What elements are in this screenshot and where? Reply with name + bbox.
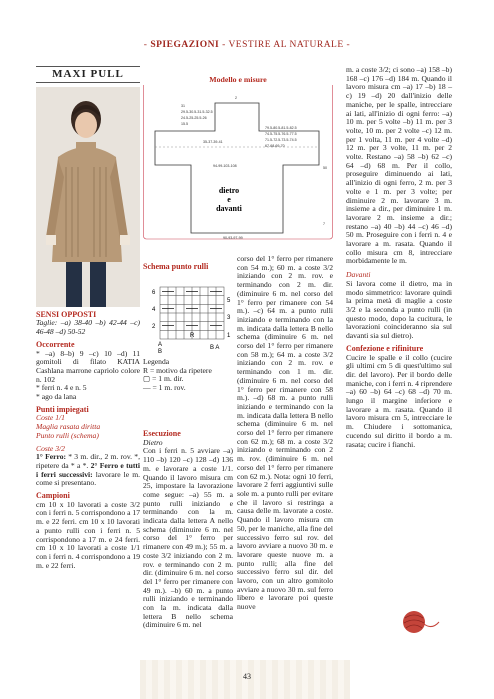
mark-a: A xyxy=(158,342,163,348)
measure-11: 94-99-103-108 xyxy=(213,164,237,168)
back-instructions-end: m. a coste 3/2; ci sono –a) 158 –b) 168 –c) 176 –d) 184 m. Quando il lavoro misura cm –a) 17 –b) 18 –c) 19 –d) 20 dall'inizio delle maniche, per le spalle, intrecciare ai lati, all'inizio di ogni ferro: –a) 10 m. per 5 volte –b) 11 m. per 3 volte, 10 m. per 2 volte –c) 12 m. per 1 volta, 11 m. per 4 volte –d) 12 m. per 3 volte, 11 m. per 2 volte. Restano –a) 58 –b) 62 –c) 64 –d) 68 m. Per il collo, proseguire diminuendo ai lati, all'inizio di ogni ferro, 2 m. per 3 volte e 1 m. per 3 volte; per diminuire 2 m. lavorare 3 m. insieme a dir., per diminuire 1 m. lavorare 2 m. insieme a dir.; restano –a) 40 –b) 44 –c) 46 –d) 50 m. Proseguire con i ferri n. 4 e lavorare a m. rasata. Quando il collo misura cm 8, intrecciare morbidamente le m. xyxy=(346,65,452,266)
row-6: 6 xyxy=(152,290,156,296)
row-5: 5 xyxy=(227,298,231,304)
rib-heading: Coste 3/2 xyxy=(36,443,65,453)
page-number: 43 xyxy=(243,672,251,681)
stitch-chart xyxy=(150,283,235,355)
back-instructions: Con i ferri n. 5 avviare –a) 110 –b) 120 –c) 128 –d) 136 m. e lavorare a coste 1/1. Quando il lavoro misura cm 25, impostare la lavorazione come segue: –a) 55 m. a punto rulli iniziando e terminando con la m. indicata dalla lettera A nello schema (diminuire 6 m. nel corso del 1° ferro per rimanere con 49 m.); 55 m. a coste 3/2 iniziando con 2 m. rov. e terminando con 2 m. dir. (diminuire 6 m. nel corso del 1° ferro per rimanere con 49 m.). –b) 60 m. a punto rulli iniziando e terminando con la m. indicata dalla lettera B nello schema (diminuire 6 m. nel xyxy=(143,446,233,630)
row-2: 2 xyxy=(152,324,156,330)
measure-14: 90-93-97-99 xyxy=(223,236,243,240)
finishing-instructions: Cucire le spalle e il collo (cucire gli ultimi cm 5 di quest'ultimo sul dir. del lavoro). Per il bordo delle maniche, con i ferri n. 4 riprendere –a) 60 –b) 64 –c) 68 –d) 70 m. lungo il margine inferiore e lavorare a m. rasata. Quando il lavoro misura cm 5, intrecciare le m. Chiudere i sottomanica, cucendo sul diritto il bordo a m. rasata; cucire i fianchi. xyxy=(346,352,452,449)
measure-9: 71.5-72.5-73.5-74.5 xyxy=(265,138,297,142)
back-subheading: Dietro xyxy=(143,437,163,447)
measure-3: 15.5 xyxy=(181,122,188,126)
row-1: 1 xyxy=(227,333,231,339)
front-instructions: Si lavora come il dietro, ma in modo simmetrico: lavorare quindi la prima metà di maglie a coste 3/2 e la seconda a punto rulli (in questo modo, dopo la cucitura, le lavorazioni coincideranno sia sul davanti sia sul dietro). xyxy=(346,278,452,341)
row-4: 4 xyxy=(152,307,156,313)
measure-8: 74.5-75.5-76.5-77.5 xyxy=(265,132,297,136)
materials-yarn: * –a) 8–b) 9 –c) 10 –d) 11 gomitoli di filato KATIA Cashlana marrone capriolo colore n. 102 xyxy=(36,348,140,384)
materials-needles: * ferri n. 4 e n. 5 xyxy=(36,383,87,393)
repeat-label: R xyxy=(190,333,195,339)
measure-13: 7 xyxy=(323,222,325,226)
legend-item-2: ▢ = 1 m. dir. xyxy=(143,374,184,384)
execution-heading: Esecuzione xyxy=(143,429,181,438)
sizes-text: Taglie: –a) 38-40 –b) 42-44 –c) 46-48 –d) 50-52 xyxy=(36,318,140,337)
legend-heading: Legenda xyxy=(143,357,170,366)
measure-2: 24.5-25-25.5-26 xyxy=(181,116,207,120)
label-front: davanti xyxy=(216,204,242,213)
stitch-1: Coste 1/1 xyxy=(36,413,65,423)
front-heading: Davanti xyxy=(346,270,371,280)
model-illustration xyxy=(36,87,140,307)
running-header: - SPIEGAZIONI - VESTIRE AL NATURALE - xyxy=(143,40,351,50)
chart-legend xyxy=(143,358,233,393)
sizes-heading: SENSI OPPOSTI xyxy=(36,309,97,319)
column-left xyxy=(36,66,140,570)
measure-7: 79.5-80.5-81.5-82.5 xyxy=(265,126,297,130)
measure-12: 50 xyxy=(323,166,327,170)
rib-instructions: 1° Ferro: * 3 m. dir., 2 m. rov. *, ripetere da * a *. 2° Ferro e tutti i ferri successivi: lavorare le m. come si presentano. xyxy=(36,452,140,488)
stitch-3: Punto rulli (schema) xyxy=(36,430,99,440)
back-instructions-cont: corso del 1° ferro per rimanere con 54 m.); 60 m. a coste 3/2 iniziando con 2 m. rov. e terminando con 2 m. dir. (diminuire 6 m. nel corso del 1° ferro per rimanere con 54 m.). –c) 64 m. a punto rulli iniziando e terminando con la m. indicata dalla lettera B nello schema (diminuire 6 m. nel corso del 1° ferro per rimanere con 58 m.); 64 m. a coste 3/2 iniziando con 2 m. rov. e terminando con 1 m. dir. (diminuire 6 m. nel corso del 1° ferro per rimanere con 58 m.). –d) 68 m. a punto rulli iniziando e terminando con la m. indicata dalla lettera B nello schema (diminuire 6 m. nel corso del 1° ferro per rimanere con 62 m.); 68 m. a coste 3/2 iniziando e terminando con 2 m. rov. (diminuire 6 m. nel corso del 1° ferro per rimanere con 62 m.). Nota: ogni 10 ferri, lavorare 2 ferri aggiuntivi sulle sole m. a punto rulli per evitare che il lavoro si restringa a causa delle m. lavorate a coste. Quando il lavoro misura cm 50, per le maniche, alla fine del successivo ferro sul rov. del lavoro avviare a nuovo 30 m. e lavorare queste nuove m. a punto rulli; alla fine del successivo ferro sul dir. del lavoro, con un altro gomitolo avviare a nuovo 30 m. sul ferro libero e lavorare poi queste nuove xyxy=(237,254,333,612)
finishing-heading: Confezione e rifiniture xyxy=(346,343,424,353)
measure-6: 2 xyxy=(235,96,237,100)
materials-needle: * ago da lana xyxy=(36,392,77,402)
schema-title: Schema punto rulli xyxy=(143,262,209,271)
measure-1: 29.5-30.5-31.5-32.5 xyxy=(181,110,213,114)
row-3: 3 xyxy=(227,315,231,321)
swatches-heading: Campioni xyxy=(36,491,70,501)
execution-section xyxy=(143,430,233,630)
legend-item-3: — = 1 m. rov. xyxy=(143,383,186,393)
label-and: e xyxy=(227,195,231,204)
stitches-heading: Punti impiegati xyxy=(36,404,89,414)
pattern-title: MAXI PULL xyxy=(36,66,140,83)
legend-item-1: R = motivo da ripetere xyxy=(143,365,212,375)
column-right xyxy=(346,66,452,449)
measure-10: 67-68-69-70 xyxy=(265,144,285,148)
mark-ba: B A xyxy=(210,345,220,351)
label-back: dietro xyxy=(218,186,240,195)
measure-4: 31 xyxy=(181,104,185,108)
stitch-2: Maglia rasata diritta xyxy=(36,422,101,432)
yarn-ball-icon xyxy=(400,608,440,636)
swatches-text: cm 10 x 10 lavorati a coste 3/2 con i ferri n. 5 corrispondono a 17 m. e 22 ferri. cm 10 x 10 lavorati a punto rulli con i ferri n. 5 corrispondono a 17 m. e 24 ferri. cm 10 x 10 lavorati a coste 1/1 con i ferri n. 4 corrispondono a 19 m. e 22 ferri. xyxy=(36,499,140,570)
materials-heading: Occorrente xyxy=(36,339,75,349)
mark-b: B xyxy=(158,349,163,355)
measure-5: 35-37-39-41 xyxy=(203,140,223,144)
model-photo xyxy=(36,87,140,307)
schematic-diagram xyxy=(143,85,333,240)
diagram-title: Modello e misure xyxy=(209,75,267,84)
